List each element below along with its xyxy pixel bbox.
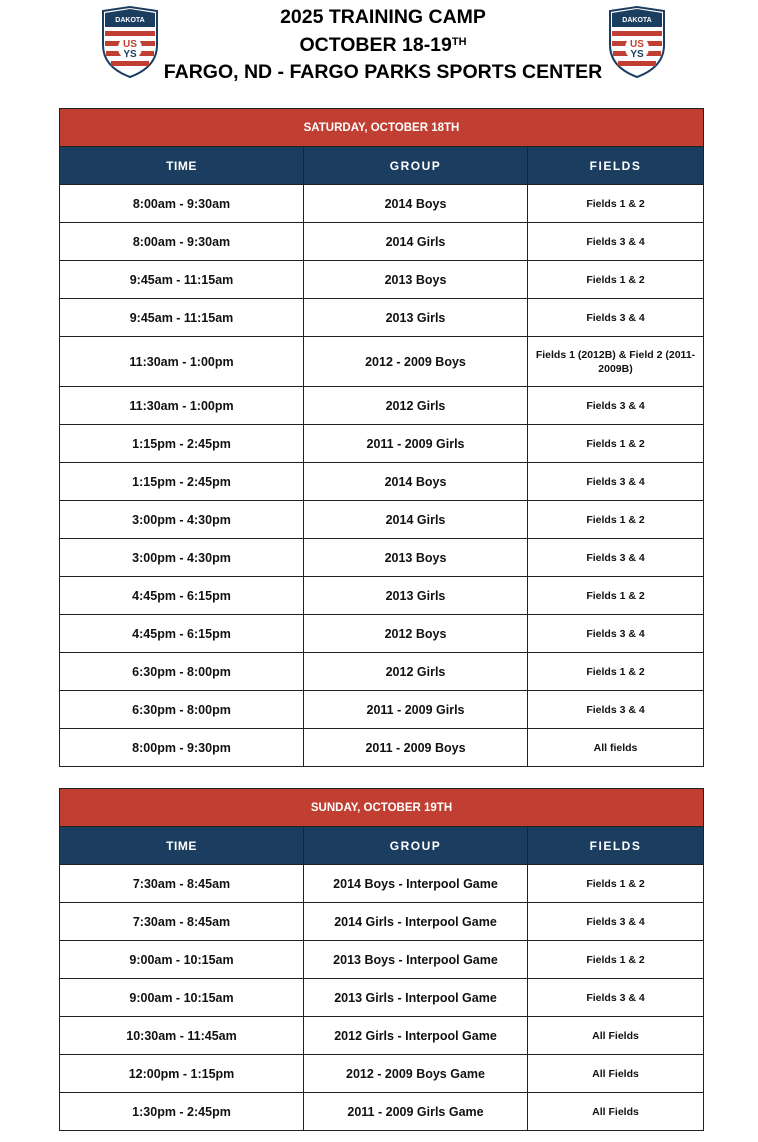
cell-time: 3:00pm - 4:30pm [60, 539, 304, 577]
cell-group: 2014 Girls [304, 223, 528, 261]
camp-title: 2025 TRAINING CAMP [280, 6, 486, 28]
schedule-row [60, 501, 704, 539]
cell-time: 1:15pm - 2:45pm [60, 463, 304, 501]
column-header-fields: FIELDS [528, 147, 704, 185]
column-header-group: GROUP [304, 147, 528, 185]
cell-group: 2014 Girls - Interpool Game [304, 903, 528, 941]
cell-group: 2013 Girls - Interpool Game [304, 979, 528, 1017]
schedule-row [60, 425, 704, 463]
camp-location: FARGO, ND - FARGO PARKS SPORTS CENTER [163, 61, 603, 83]
schedule-row [60, 387, 704, 425]
schedule-row [60, 865, 704, 903]
cell-fields: All Fields [528, 1055, 704, 1093]
saturday-schedule-table [59, 108, 704, 767]
cell-fields: Fields 3 & 4 [528, 299, 704, 337]
schedule-row [60, 539, 704, 577]
cell-time: 10:30am - 11:45am [60, 1017, 304, 1055]
svg-text:YS: YS [630, 49, 644, 60]
schedule-row [60, 1017, 704, 1055]
cell-group: 2011 - 2009 Boys [304, 729, 528, 767]
cell-fields: Fields 3 & 4 [528, 387, 704, 425]
cell-fields: Fields 1 & 2 [528, 501, 704, 539]
cell-fields: Fields 1 (2012B) & Field 2 (2011-2009B) [528, 337, 704, 387]
cell-time: 6:30pm - 8:00pm [60, 653, 304, 691]
cell-group: 2013 Boys - Interpool Game [304, 941, 528, 979]
schedule-row [60, 463, 704, 501]
svg-text:YS: YS [123, 49, 137, 60]
sunday-schedule-table [59, 788, 704, 1131]
schedule-row [60, 653, 704, 691]
cell-time: 9:45am - 11:15am [60, 299, 304, 337]
cell-time: 7:30am - 8:45am [60, 865, 304, 903]
cell-fields: All Fields [528, 1017, 704, 1055]
cell-time: 4:45pm - 6:15pm [60, 615, 304, 653]
cell-group: 2011 - 2009 Girls [304, 691, 528, 729]
cell-group: 2012 - 2009 Boys [304, 337, 528, 387]
saturday-rows [60, 185, 704, 767]
cell-group: 2014 Girls [304, 501, 528, 539]
cell-group: 2012 Girls [304, 653, 528, 691]
cell-time: 9:00am - 10:15am [60, 979, 304, 1017]
cell-fields: All fields [528, 729, 704, 767]
cell-fields: Fields 1 & 2 [528, 185, 704, 223]
dates-text: OCTOBER 18-19 [299, 34, 452, 56]
cell-time: 11:30am - 1:00pm [60, 337, 304, 387]
cell-group: 2013 Boys [304, 261, 528, 299]
schedule-row [60, 299, 704, 337]
cell-time: 7:30am - 8:45am [60, 903, 304, 941]
svg-text:US: US [123, 39, 137, 50]
cell-fields: Fields 1 & 2 [528, 425, 704, 463]
schedule-row [60, 577, 704, 615]
cell-group: 2012 Boys [304, 615, 528, 653]
cell-fields: Fields 1 & 2 [528, 941, 704, 979]
cell-group: 2014 Boys [304, 463, 528, 501]
schedule-row [60, 185, 704, 223]
cell-time: 1:15pm - 2:45pm [60, 425, 304, 463]
schedule-row [60, 337, 704, 387]
cell-fields: Fields 3 & 4 [528, 691, 704, 729]
cell-group: 2014 Boys [304, 185, 528, 223]
cell-group: 2012 Girls - Interpool Game [304, 1017, 528, 1055]
column-header-group: GROUP [304, 827, 528, 865]
svg-text:US: US [630, 39, 644, 50]
day-header-saturday: SATURDAY, OCTOBER 18TH [60, 109, 704, 147]
cell-time: 3:00pm - 4:30pm [60, 501, 304, 539]
schedule-row [60, 261, 704, 299]
cell-time: 9:45am - 11:15am [60, 261, 304, 299]
cell-fields: Fields 3 & 4 [528, 539, 704, 577]
schedule-row [60, 979, 704, 1017]
cell-group: 2012 - 2009 Boys Game [304, 1055, 528, 1093]
schedule-row [60, 1055, 704, 1093]
cell-fields: Fields 3 & 4 [528, 615, 704, 653]
cell-time: 6:30pm - 8:00pm [60, 691, 304, 729]
schedule-row [60, 691, 704, 729]
cell-group: 2013 Girls [304, 577, 528, 615]
cell-fields: Fields 1 & 2 [528, 865, 704, 903]
cell-time: 8:00am - 9:30am [60, 185, 304, 223]
schedule-row [60, 1093, 704, 1131]
cell-time: 8:00pm - 9:30pm [60, 729, 304, 767]
sunday-rows [60, 865, 704, 1131]
schedule-row [60, 903, 704, 941]
cell-time: 11:30am - 1:00pm [60, 387, 304, 425]
svg-text:DAKOTA: DAKOTA [622, 17, 652, 24]
cell-fields: Fields 3 & 4 [528, 223, 704, 261]
cell-group: 2011 - 2009 Girls Game [304, 1093, 528, 1131]
column-header-fields: FIELDS [528, 827, 704, 865]
cell-fields: Fields 1 & 2 [528, 577, 704, 615]
cell-group: 2011 - 2009 Girls [304, 425, 528, 463]
column-header-time: TIME [60, 827, 304, 865]
dates-suffix: TH [451, 36, 467, 48]
cell-group: 2013 Boys [304, 539, 528, 577]
schedule-row [60, 615, 704, 653]
day-header-sunday: SUNDAY, OCTOBER 19TH [60, 789, 704, 827]
camp-dates [0, 35, 758, 55]
cell-time: 8:00am - 9:30am [60, 223, 304, 261]
column-header-time: TIME [60, 147, 304, 185]
cell-fields: All Fields [528, 1093, 704, 1131]
svg-text:DAKOTA: DAKOTA [115, 17, 145, 24]
schedule-row [60, 729, 704, 767]
cell-time: 9:00am - 10:15am [60, 941, 304, 979]
schedule-row [60, 223, 704, 261]
cell-fields: Fields 3 & 4 [528, 903, 704, 941]
cell-fields: Fields 1 & 2 [528, 653, 704, 691]
schedule-row [60, 941, 704, 979]
cell-fields: Fields 3 & 4 [528, 463, 704, 501]
cell-time: 4:45pm - 6:15pm [60, 577, 304, 615]
cell-fields: Fields 1 & 2 [528, 261, 704, 299]
cell-fields: Fields 3 & 4 [528, 979, 704, 1017]
cell-group: 2013 Girls [304, 299, 528, 337]
cell-group: 2012 Girls [304, 387, 528, 425]
cell-group: 2014 Boys - Interpool Game [304, 865, 528, 903]
cell-time: 1:30pm - 2:45pm [60, 1093, 304, 1131]
cell-time: 12:00pm - 1:15pm [60, 1055, 304, 1093]
